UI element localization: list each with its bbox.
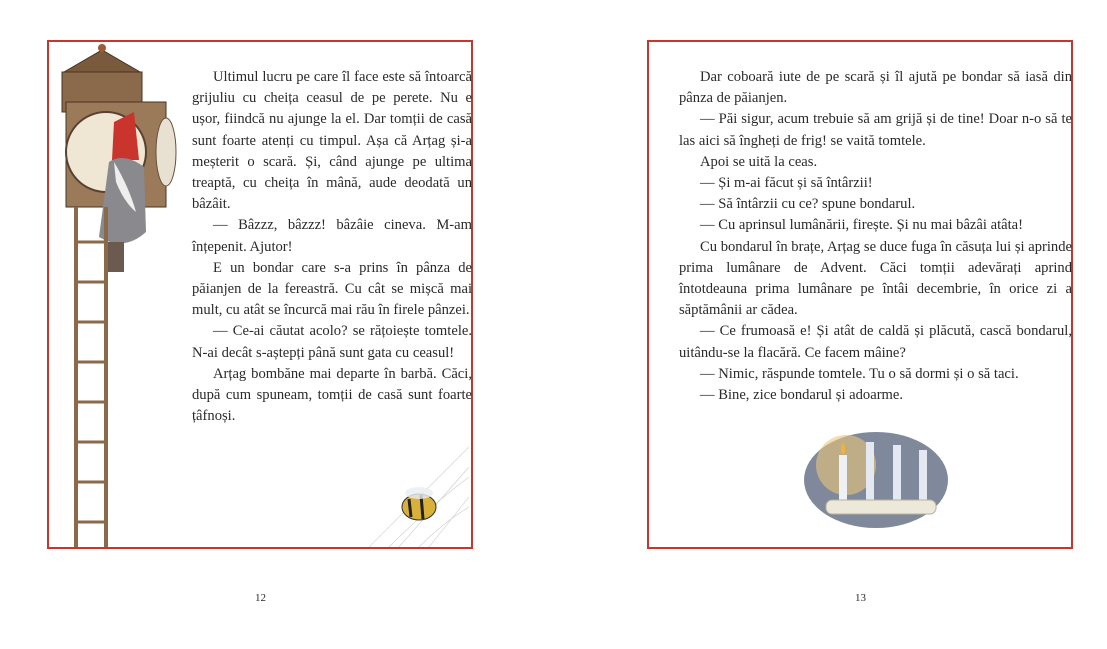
paragraph: — Cu aprinsul lumânării, firește. Și nu mai bâzâi atâta! <box>700 217 1023 234</box>
paragraph: Cu bondarul în brațe, Arțag se duce fuga în căsuța lui și aprinde prima lumânare de Advent. Căci tomții adevărați aprind întotdeauna prima lumânare pe întâi decembrie, în orice zi a săptămânii ar cădea. <box>679 238 1072 319</box>
left-page-frame <box>47 40 473 549</box>
paragraph: Dar coboară iute de pe scară și îl ajută pe bondar să iasă din pânza de păianjen. <box>679 69 1072 107</box>
page-number-right: 13 <box>855 592 866 604</box>
paragraph: — Să întârzii cu ce? spune bondarul. <box>700 196 916 213</box>
paragraph: — Ce-ai căutat acolo? se rățoiește tomtele. N-ai decât s-aștepți până sunt gata cu ceasul! <box>192 323 472 361</box>
paragraph: — Nimic, răspunde tomtele. Tu o să dormi și o să taci. <box>700 365 1019 382</box>
left-page-text <box>192 67 472 427</box>
right-page-text <box>679 67 1072 406</box>
right-page-frame <box>647 40 1073 549</box>
paragraph: — Ce frumoasă e! Și atât de caldă și plăcută, cască bondarul, uitându-se la flacără. Ce facem mâine? <box>679 323 1072 361</box>
paragraph: Arțag bombăne mai departe în barbă. Căci, după cum spuneam, tomții de casă sunt foarte țâfnoși. <box>192 365 472 425</box>
page-number-left: 12 <box>255 592 266 604</box>
advent-candles-illustration <box>801 420 951 530</box>
paragraph: — Și m-ai făcut și să întârzii! <box>700 175 873 192</box>
paragraph: Apoi se uită la ceas. <box>700 153 818 170</box>
paragraph: Ultimul lucru pe care îl face este să întoarcă grijuliu cu cheița ceasul de pe perete. Nu e ușor, fiindcă nu ajunge la el. Dar tomții de casă sunt foarte atenți cu timpul. Așa că Arțag și-a meșterit o scară. Și, când ajunge pe ultima treaptă, cu cheița în mână, aude deodată un bâzâit. <box>192 69 472 213</box>
paragraph: — Bâzzz, bâzzz! bâzâie cineva. M-am înțepenit. Ajutor! <box>192 217 472 255</box>
paragraph: — Păi sigur, acum trebuie să am grijă și de tine! Doar n-o să te las aici să îngheți de frig! se vaită tomtele. <box>679 111 1072 149</box>
paragraph: — Bine, zice bondarul și adoarme. <box>700 387 904 404</box>
bee-in-web-illustration <box>369 437 469 547</box>
paragraph: E un bondar care s-a prins în pânza de păianjen de la fereastră. Cu cât se mișcă mai mult, cu atât se încurcă mai rău în firele pânzei. <box>192 259 472 319</box>
clock-ladder-gnome-illustration <box>54 42 194 547</box>
